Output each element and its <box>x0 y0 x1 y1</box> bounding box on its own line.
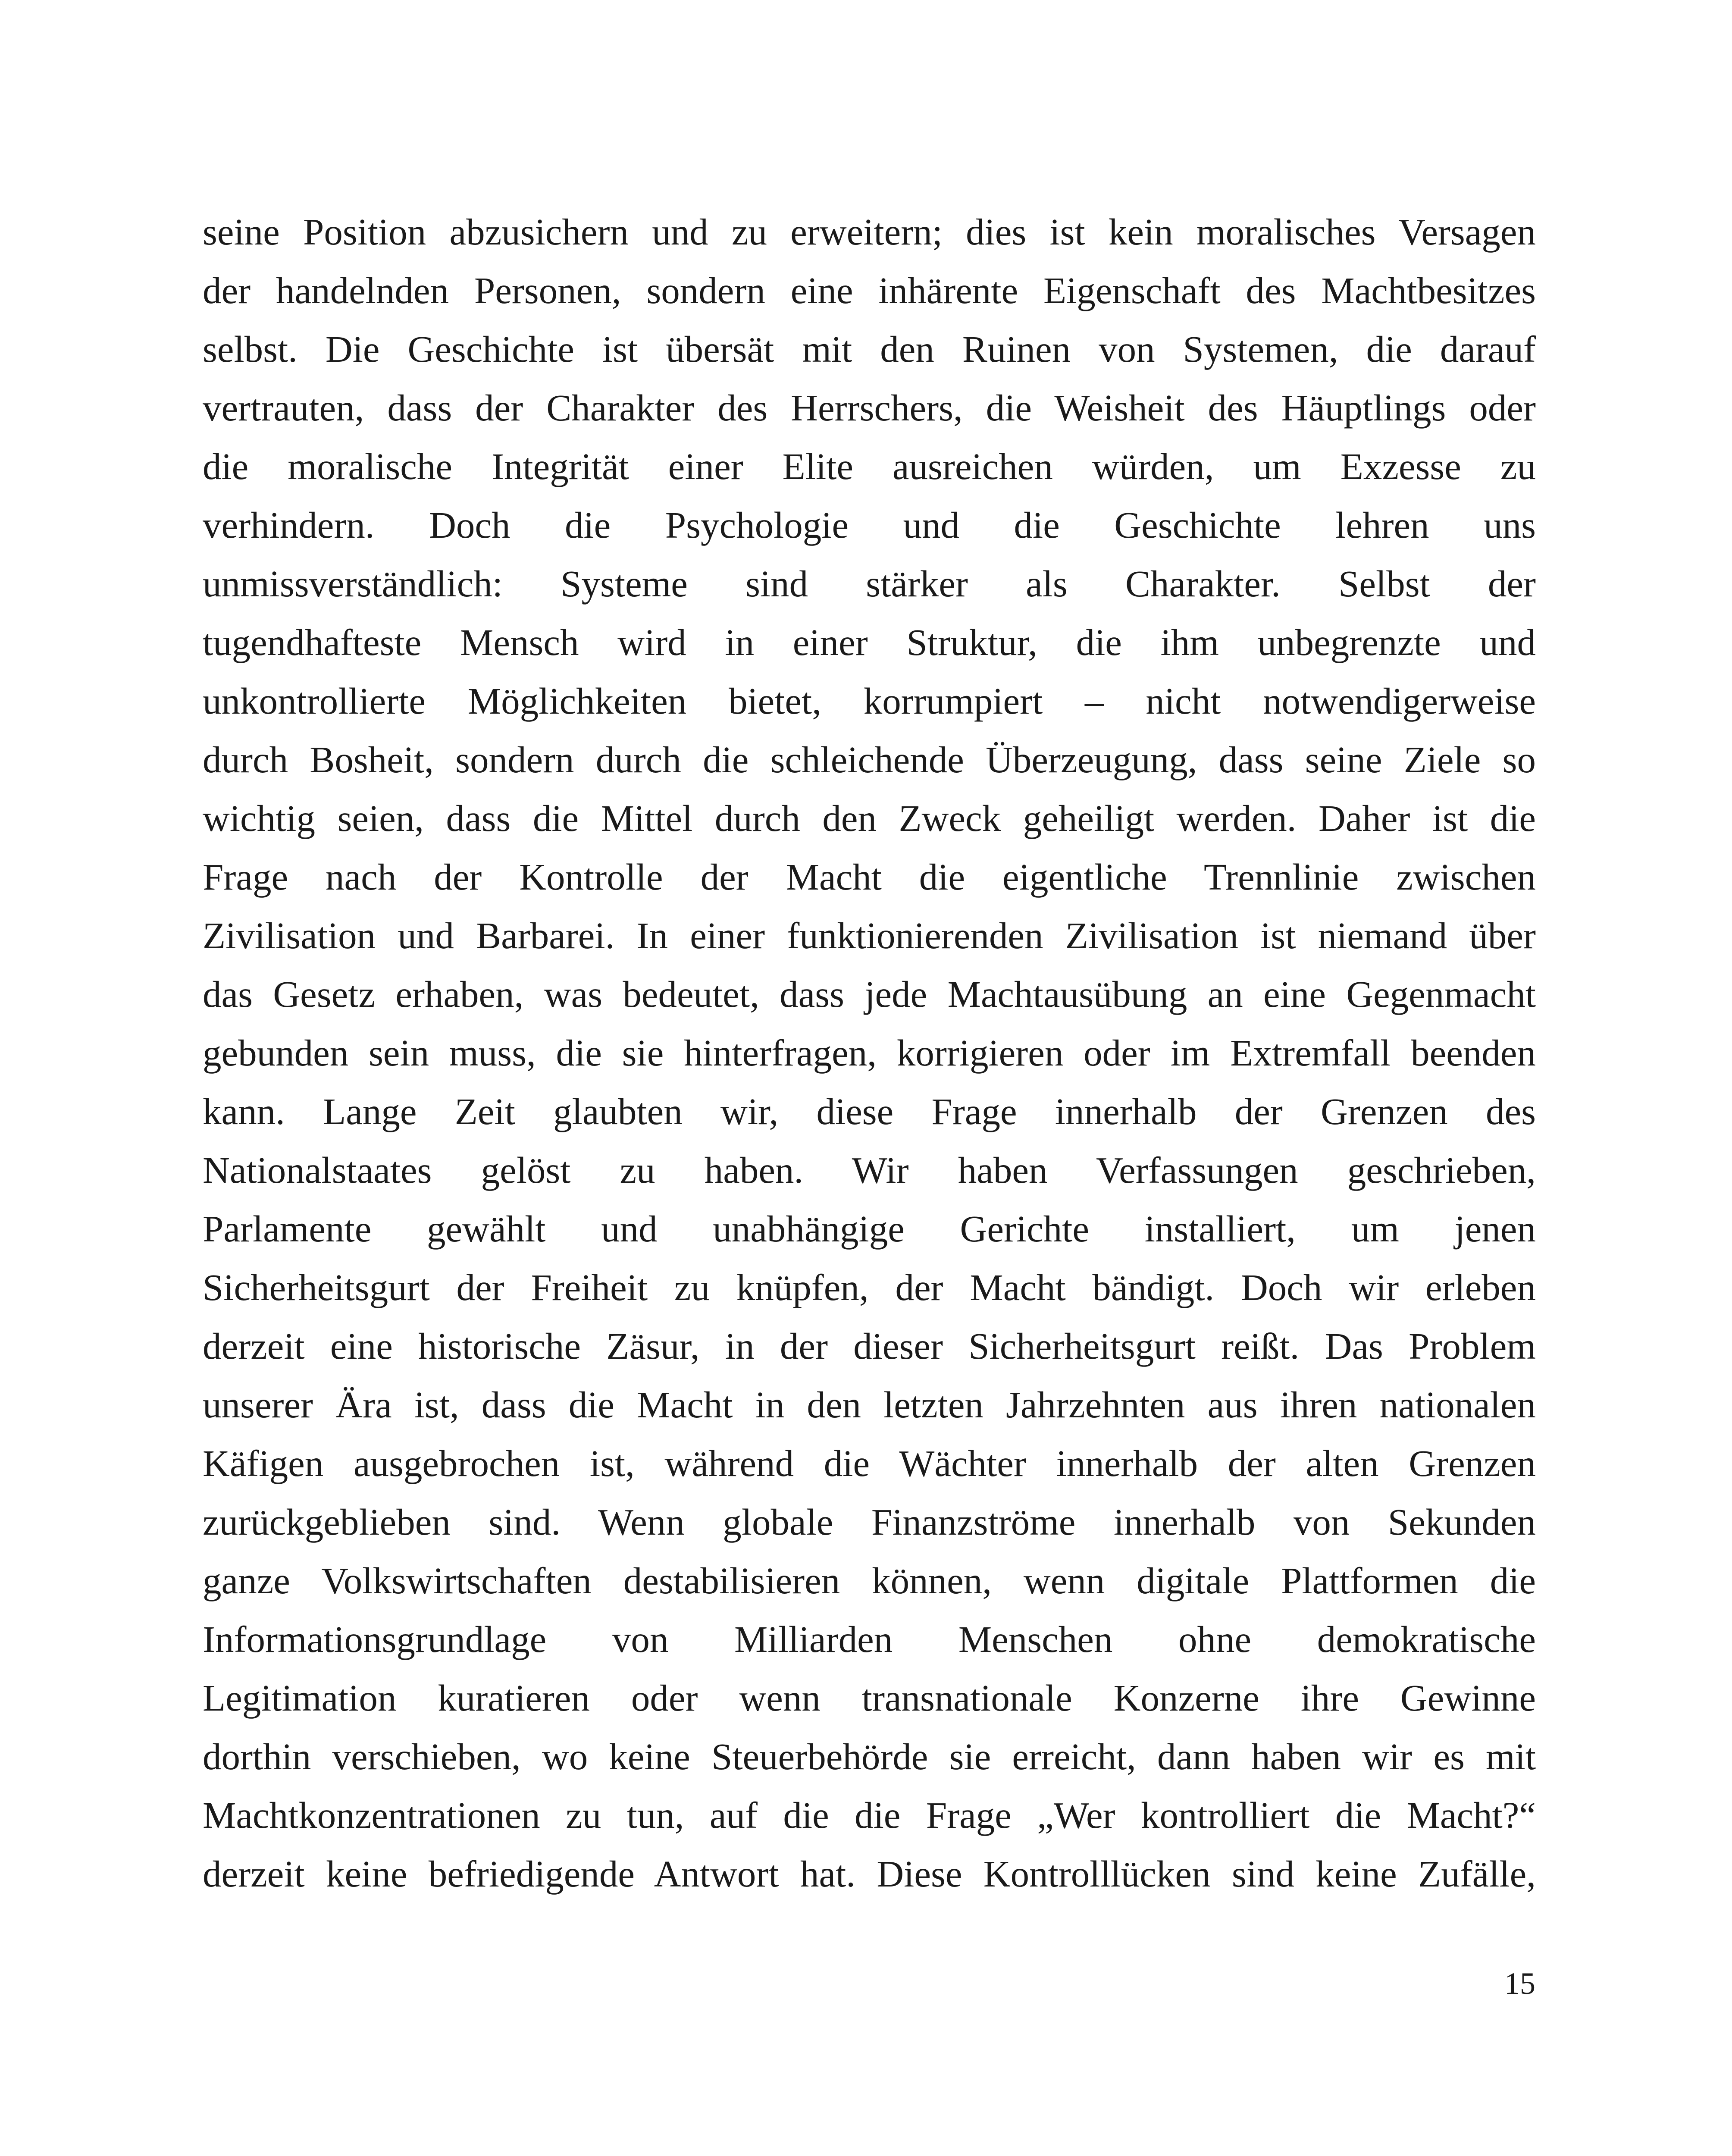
text-line-28: Machtkonzentrationen zu tun, auf die die Frage „Wer kontrolliert die Macht?“ <box>203 1794 1536 1836</box>
text-line-17: Nationalstaates gelöst zu haben. Wir haben Verfassungen geschrieben, <box>203 1149 1536 1191</box>
text-line-25: Informationsgrundlage von Milliarden Menschen ohne demokratische <box>203 1618 1536 1660</box>
text-line-1: seine Position abzusichern und zu erweitern; dies ist kein moralisches Versagen <box>203 211 1536 253</box>
text-line-9: unkontrollierte Möglichkeiten bietet, korrumpiert – nicht notwendigerweise <box>203 680 1536 722</box>
text-line-11: wichtig seien, dass die Mittel durch den Zweck geheiligt werden. Daher ist die <box>203 797 1536 839</box>
text-line-6: verhindern. Doch die Psychologie und die Geschichte lehren uns <box>203 504 1536 546</box>
text-line-13: Zivilisation und Barbarei. In einer funktionierenden Zivilisation ist niemand über <box>203 915 1536 956</box>
text-line-23: zurückgeblieben sind. Wenn globale Finanzströme innerhalb von Sekunden <box>203 1501 1536 1543</box>
text-line-22: Käfigen ausgebrochen ist, während die Wächter innerhalb der alten Grenzen <box>203 1442 1536 1484</box>
text-line-14: das Gesetz erhaben, was bedeutet, dass jede Machtausübung an eine Gegenmacht <box>203 973 1536 1015</box>
text-line-16: kann. Lange Zeit glaubten wir, diese Frage innerhalb der Grenzen des <box>203 1091 1536 1132</box>
text-line-18: Parlamente gewählt und unabhängige Gerichte installiert, um jenen <box>203 1208 1536 1250</box>
text-line-19: Sicherheitsgurt der Freiheit zu knüpfen, der Macht bändigt. Doch wir erleben <box>203 1266 1536 1308</box>
text-line-3: selbst. Die Geschichte ist übersät mit den Ruinen von Systemen, die darauf <box>203 328 1536 370</box>
text-line-2: der handelnden Personen, sondern eine inhärente Eigenschaft des Machtbesitzes <box>203 270 1536 311</box>
text-line-12: Frage nach der Kontrolle der Macht die eigentliche Trennlinie zwischen <box>203 856 1536 898</box>
body-text <box>203 203 1536 1903</box>
text-line-15: gebunden sein muss, die sie hinterfragen, korrigieren oder im Extremfall beenden <box>203 1032 1536 1074</box>
text-line-5: die moralische Integrität einer Elite ausreichen würden, um Exzesse zu <box>203 445 1536 487</box>
text-line-29: derzeit keine befriedigende Antwort hat. Diese Kontrolllücken sind keine Zufälle, <box>203 1853 1536 1895</box>
text-line-21: unserer Ära ist, dass die Macht in den letzten Jahrzehnten aus ihren nationalen <box>203 1384 1536 1426</box>
text-line-20: derzeit eine historische Zäsur, in der dieser Sicherheitsgurt reißt. Das Problem <box>203 1325 1536 1367</box>
text-line-8: tugendhafteste Mensch wird in einer Struktur, die ihm unbegrenzte und <box>203 621 1536 663</box>
text-line-27: dorthin verschieben, wo keine Steuerbehörde sie erreicht, dann haben wir es mit <box>203 1736 1536 1777</box>
text-line-24: ganze Volkswirtschaften destabilisieren können, wenn digitale Plattformen die <box>203 1560 1536 1601</box>
text-line-7: unmissverständlich: Systeme sind stärker als Charakter. Selbst der <box>203 563 1536 605</box>
text-line-10: durch Bosheit, sondern durch die schleichende Überzeugung, dass seine Ziele so <box>203 739 1536 780</box>
text-line-4: vertrauten, dass der Charakter des Herrschers, die Weisheit des Häuptlings oder <box>203 387 1536 429</box>
text-line-26: Legitimation kuratieren oder wenn transnationale Konzerne ihre Gewinne <box>203 1677 1536 1719</box>
page-number: 15 <box>1504 1966 1535 2001</box>
